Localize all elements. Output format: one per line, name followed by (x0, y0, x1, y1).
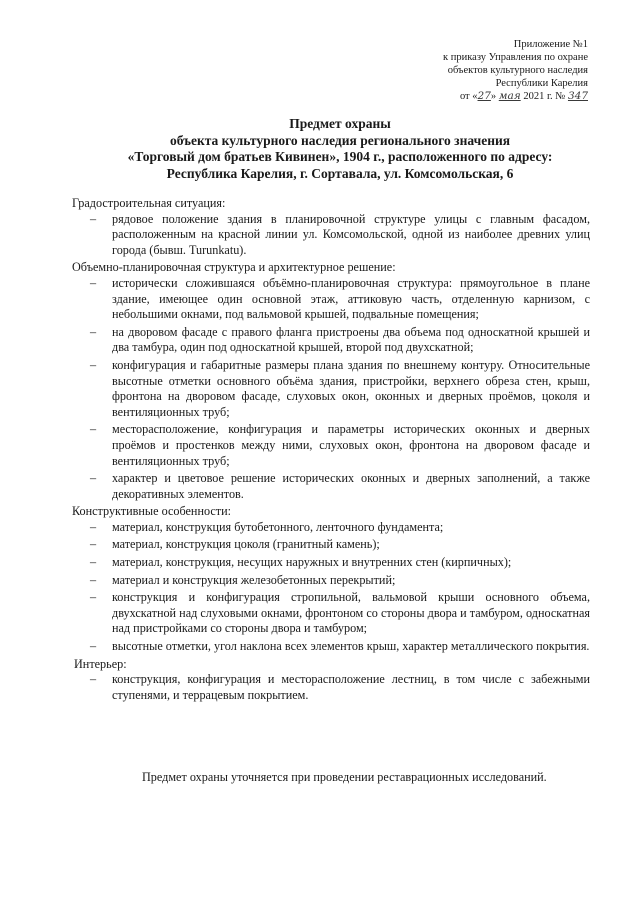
list-item (70, 573, 590, 589)
section-title: Объемно-планировочная структура и архитектурное решение: (72, 260, 396, 275)
title-line-1: Предмет охраны (289, 116, 391, 131)
list-item (70, 520, 590, 536)
dash-bullet: – (90, 537, 97, 552)
appendix-label: Приложение №1 (513, 39, 588, 50)
list-item-text: материал, конструкция бутобетонного, ленточного фундамента; (112, 519, 444, 534)
title-line-4: Республика Карелия, г. Сортавала, ул. Комсомольская, 6 (166, 165, 514, 181)
document-title (60, 116, 620, 182)
dash-bullet: – (90, 275, 97, 290)
list-item (70, 276, 590, 323)
section-list (70, 212, 590, 259)
dash-bullet: – (90, 572, 97, 587)
list-item-text: исторически сложившаяся объёмно-планировочная структура: прямоугольное в плане здание, имеющее один основной этаж, аттиковую часть, отделенную карнизом, с небольшими окнами, под вальмовой крышей, подвальные помещения; (112, 275, 590, 322)
section-title: Интерьер: (74, 656, 127, 671)
date-prefix: от « (459, 91, 478, 102)
list-item-text: конструкция и конфигурация стропильной, вальмовой крыши основного объема, двухскатной над слуховыми окнами, фронтоном со стороны двора и тамбуром, односкатная над пристройками со стороны двора и тамбуром; (112, 590, 590, 636)
title-line-2: объекта культурного наследия регионального значения (169, 132, 511, 148)
list-item-text: конфигурация и габаритные размеры плана здания по внешнему контуру. Относительные высотные отметки основного объёма здания, пристройки, верхнего обреза стен, крыш, фронтона на дворовом фасаде, слуховых окон, оконных и дверных проёмов, цоколя и вентиляционных труб; (112, 357, 590, 419)
list-item-text: месторасположение, конфигурация и параметры исторических оконных и дверных проёмов и простенков между ними, слуховых окон, фронтона на дворовом фасаде и вентиляционных труб; (112, 422, 590, 468)
section-title: Градостроительная ситуация: (72, 196, 226, 210)
dash-bullet: – (90, 519, 97, 534)
list-item (70, 590, 590, 637)
footer-note: Предмет охраны уточняется при проведении реставрационных исследований. (142, 770, 547, 784)
list-item-text: материал, конструкция, несущих наружных и внутренних стен (кирпичных); (112, 555, 512, 570)
list-item-text: материал, конструкция цоколя (гранитный камень); (112, 537, 380, 552)
list-item (70, 422, 590, 469)
list-item (70, 639, 590, 655)
list-item (70, 325, 590, 356)
order-line: к приказу Управления по охране (443, 52, 588, 63)
dash-bullet: – (90, 422, 97, 437)
section-list (70, 520, 590, 655)
list-item-text: рядовое положение здания в планировочной структуре улицы с главным фасадом, расположенным на красной линии ул. Комсомольской, одной из наиболее древних улиц города (бывш. Turunkatu). (112, 211, 590, 257)
objects-line: объектов культурного наследия (447, 65, 588, 76)
date-year: 2021 г. № (520, 91, 568, 102)
list-item-text: высотные отметки, угол наклона всех элементов крыш, характер металлического покрытия. (112, 639, 590, 654)
dash-bullet: – (90, 211, 97, 226)
list-item-text: на дворовом фасаде с правого фланга пристроены два объема под односкатной крышей и два тамбура, один под односкатной крышей, второй под двухскатной; (112, 324, 590, 355)
section-list (70, 276, 590, 502)
dash-bullet: – (90, 672, 97, 687)
dash-bullet: – (90, 555, 97, 570)
date-month: мая (498, 90, 521, 102)
list-item-text: характер и цветовое решение исторических оконных и дверных заполнений, а также декоративных элементов. (112, 471, 590, 501)
order-number: 347 (567, 90, 588, 102)
dash-bullet: – (90, 639, 97, 654)
section-title: Конструктивные особенности: (72, 504, 232, 519)
list-item (70, 212, 590, 259)
dash-bullet: – (90, 324, 97, 339)
republic-line: Республики Карелия (495, 78, 588, 89)
list-item (70, 555, 590, 571)
dash-bullet: – (90, 471, 97, 486)
date-day: 27 (477, 90, 491, 102)
dash-bullet: – (90, 590, 97, 605)
list-item (70, 672, 590, 703)
section-list (70, 672, 590, 703)
list-item (70, 537, 590, 553)
date-mid: » (490, 91, 499, 102)
dash-bullet: – (90, 357, 97, 372)
document-body (70, 196, 590, 705)
title-line-3: «Торговый дом братьев Кивинен», 1904 г., расположенного по адресу: (127, 149, 553, 164)
list-item-text: конструкция, конфигурация и месторасположение лестниц, в том числе с забежными ступенями, и террацевым покрытием. (112, 672, 590, 702)
order-date-line (443, 90, 588, 103)
list-item (70, 471, 590, 502)
list-item (70, 358, 590, 420)
list-item-text: материал и конструкция железобетонных перекрытий; (112, 572, 396, 587)
appendix-header (443, 38, 588, 103)
